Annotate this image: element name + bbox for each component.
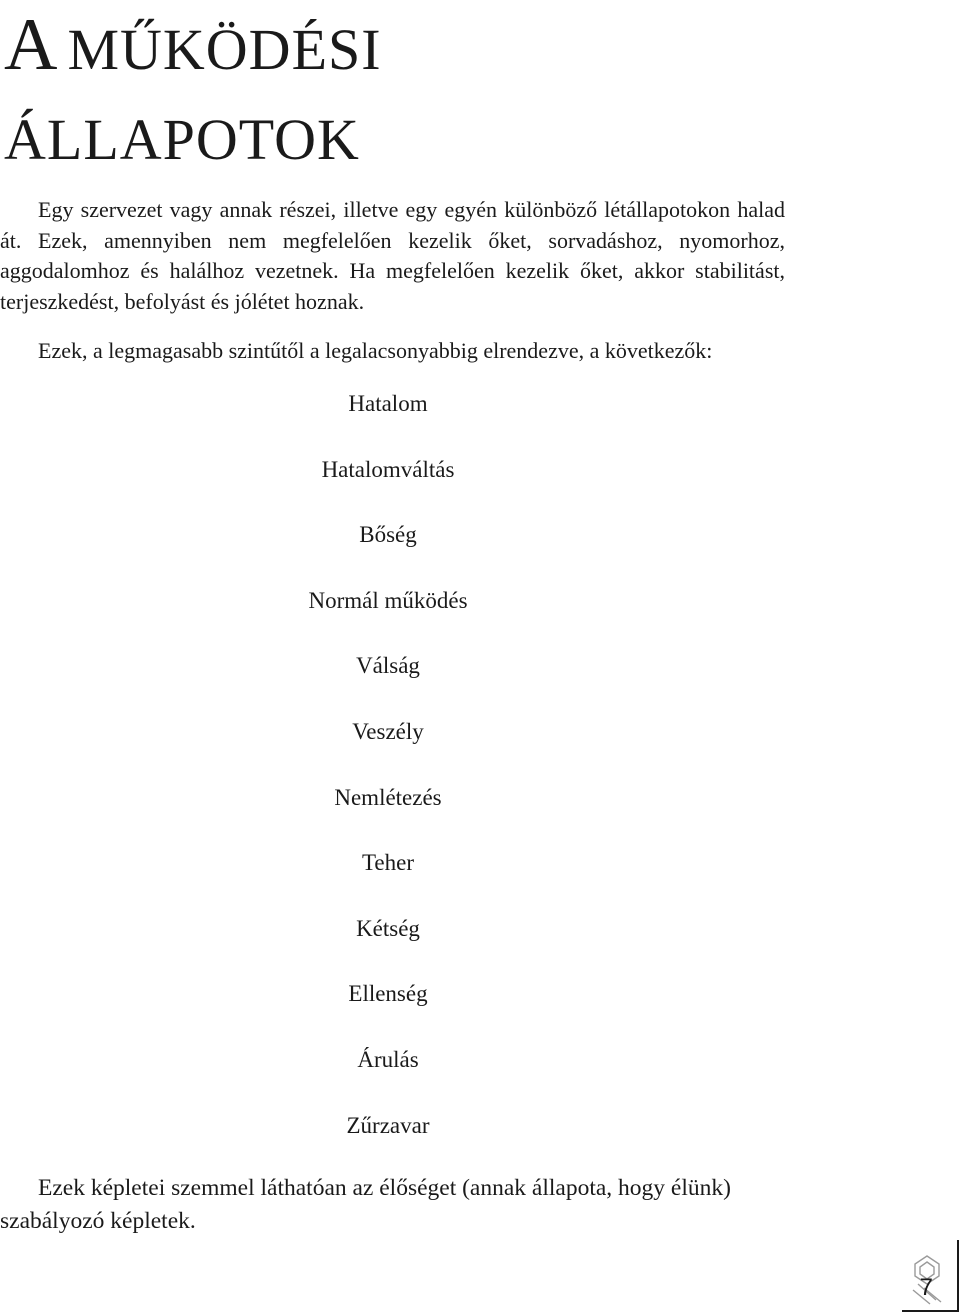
state-item: Teher <box>361 850 415 876</box>
state-item: Ellenség <box>348 981 428 1007</box>
state-item: Nemlétezés <box>334 784 442 810</box>
state-item: Zűrzavar <box>346 1112 430 1138</box>
state-item: Hatalom <box>348 391 428 416</box>
states-list <box>0 388 776 1175</box>
page-number: 7 <box>919 1274 933 1301</box>
page-number-box <box>902 1240 959 1312</box>
state-item: Normál működés <box>308 587 468 613</box>
state-item: Veszély <box>352 718 424 744</box>
title-first-letter: A <box>4 4 59 86</box>
state-item: Hatalomváltás <box>321 456 455 482</box>
state-item: Árulás <box>357 1046 419 1072</box>
order-intro-paragraph: Ezek, a legmagasabb szintűtől a legalacsonyabbig elrendezve, a következők: <box>38 338 713 363</box>
closing-paragraph: Ezek képletei szemmel láthatóan az élőséget (annak állapota, hogy élünk) szabályozó képletek. <box>0 1175 731 1234</box>
state-item: Válság <box>356 653 420 679</box>
state-item: Kétség <box>356 915 420 941</box>
page-title <box>4 4 382 189</box>
title-line2: ÁLLAPOTOK <box>4 107 360 172</box>
intro-paragraph: Egy szervezet vagy annak részei, illetve egy egyén különböző létállapotokon halad át. Ezek, amennyiben nem megfelelően kezelik őket, sorvadáshoz, nyomorhoz, aggodalomhoz és halálhoz vezetnek. Ha megfelelően kezelik őket, akkor stabilitást, terjeszkedést, befolyást és jólétet hoznak. <box>0 197 785 314</box>
title-line1-rest: MŰKÖDÉSI <box>67 17 382 82</box>
state-item: Bőség <box>359 522 417 548</box>
